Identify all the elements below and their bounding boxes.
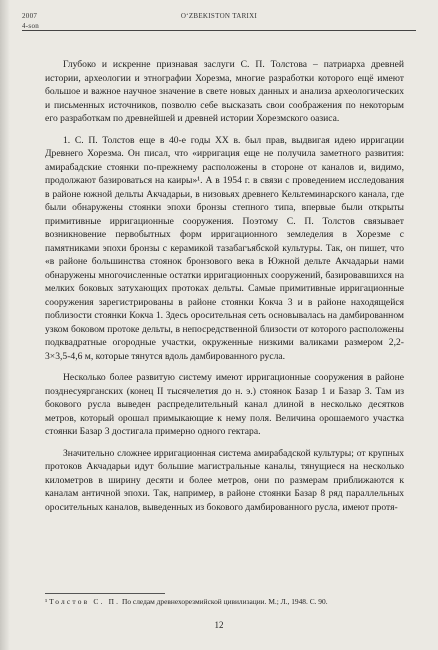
header-rule bbox=[22, 30, 416, 31]
footnote-text: По следам древнехорезмийской цивилизации. М.; Л., 1948. С. 90. bbox=[122, 597, 328, 606]
paragraph-3: Несколько более развитую систему имеют ирригационные сооружения в районе позднесуярганских (конец II тысячелетия до н. э.) стоянок Базар 1 и Базар 3. Там из бокового русла выведен распределительный канал длиной в несколько десятков метров, который орошал примыкающие к нему поля. Величина орошаемого участка стоянки Базар 3 достигала примерно одного гектара. bbox=[45, 372, 404, 437]
paragraph-4: Значительно сложнее ирригационная система амирабадской культуры; от крупных протоков Акчадарьи идут большие магистральные каналы, тянущиеся на несколько километров в ширину десяти и более метров, они по размерам приближаются к каналам античной эпохи. Так, например, в районе стоянки Базар 8 ряд параллельных оросительных каналов, выведенных из бокового дамбированного русла, имеют протя- bbox=[45, 447, 404, 513]
page-number: 12 bbox=[214, 620, 224, 630]
paragraph-2: 1. С. П. Толстов еще в 40-е годы XX в. был прав, выдвигая идею ирригации Древнего Хорезма. Он писал, что «ирригация еще не получила заметного развития: амирабадские стоянки по-прежнему расположены в стороне от каналов и, видимо, продолжают базироваться на каиры»¹. А в 1954 г. в связи с проведением исследования в районе южной дельты Акчадарьи, в низовьях древнего Кельтеминарского канала, где были обнаружены стоянки эпохи бронзы степного типа, впервые были открыты примитивные ирригационные сооружения. Поэтому С. П. Толстов связывает возникновение первобытных форм ирригационного земледелия в Хорезме с памятниками эпохи бронзы с керамикой тазабагъябской культуры. Так, он пишет, что «в районе большинства стоянок бронзового века в Южной дельте Акчадарьи нами обнаружены многочисленные остатки ирригационных сооружений, базировавшихся на мелких боковых затухающих протоках дельты. Самые примитивные ирригационные сооружения зарегистрированы в районе стоянки Кокча 3 и в районе находящейся поблизости стоянки Кокча 1. Здесь оросительная сеть основывалась на дамбированном узком боковом протоке дельты, в непосредственной близости от которого расположены подквадратные огородные участки, окруженные низкими валиками размером 2,2-3×3,5-4,6 м, которые тянутся вдоль дамбированного русла. bbox=[45, 134, 404, 362]
footnote-author: Толстов С. П. bbox=[49, 597, 121, 606]
header-issue: 4-son bbox=[22, 22, 40, 30]
header-journal-title: O‘ZBEKISTON TARIXI bbox=[180, 12, 258, 20]
footnote bbox=[45, 597, 404, 606]
footnote-marker: ¹ bbox=[45, 597, 48, 606]
paragraph-1: Глубоко и искренне признавая заслуги С. П. Толстова – патриарха древней истории, археологии и этнографии Хорезма, многие разработки которого ещё имеют большое и важное научное значение в свете новых данных и анализа археологических и письменных источников, позволю себе высказать свои соображения по некоторым его разработкам по древнейшей и древней истории Хорезмского оазиса. bbox=[45, 59, 404, 124]
binding-shadow bbox=[0, 0, 10, 650]
article-body bbox=[45, 58, 404, 514]
footnote-rule bbox=[45, 593, 165, 594]
header-year: 2007 bbox=[22, 12, 38, 20]
